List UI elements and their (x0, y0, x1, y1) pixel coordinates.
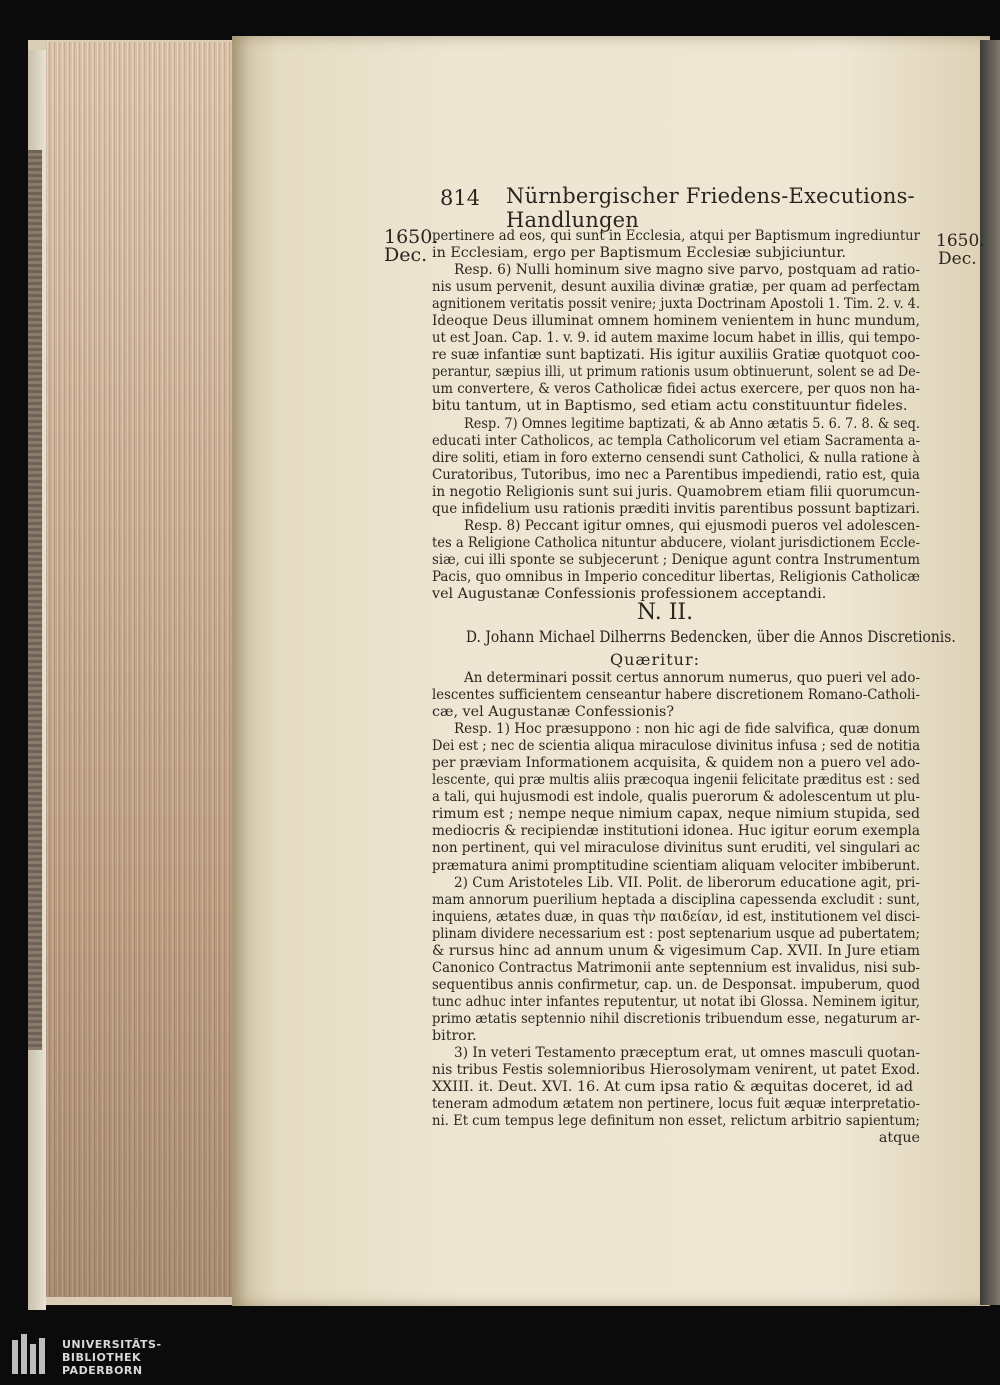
margin-month-left: Dec. (384, 244, 428, 266)
text-line: bitu tantum, ut in Baptismo, sed etiam actu constituuntur fideles. (432, 398, 908, 415)
library-name (62, 1338, 162, 1377)
text-line: dire soliti, etiam in foro externo censendi sunt Catholici, & nulla ratione à (432, 449, 920, 466)
text-line: mam annorum puerilium heptada a disciplina capessenda excludit : sunt, (432, 891, 920, 908)
catchword: atque (878, 1130, 920, 1147)
text-line: Canonico Contractus Matrimonii ante septennium est invalidus, nisi sub- (432, 959, 920, 976)
text-line: 3) In veteri Testamento præceptum erat, ut omnes masculi quotan- (454, 1045, 920, 1062)
text-line: in Ecclesiam, ergo per Baptismum Ecclesiæ subjiciuntur. (432, 245, 847, 262)
section-number: N. II. (636, 600, 694, 625)
margin-month-right: Dec. (938, 249, 977, 269)
text-line: vel Augustanæ Confessionis professionem acceptandi. (432, 585, 827, 602)
text-line: Pacis, quo omnibus in Imperio conceditur libertas, Religionis Catholicæ (432, 568, 920, 585)
margin-year-left: 1650. (384, 226, 439, 248)
section-subheading: D. Johann Michael Dilherrns Bedencken, über die Annos Discretionis. (465, 628, 956, 646)
library-name-line: BIBLIOTHEK (62, 1350, 142, 1364)
text-line: plinam dividere necessarium est : post septenarium usque ad pubertatem; (432, 925, 920, 942)
text-line: bitror. (432, 1027, 477, 1044)
text-line: que infidelium usu rationis præditi invitis parentibus possunt baptizari. (432, 500, 920, 517)
text-line: cæ, vel Augustanæ Confessionis? (432, 704, 675, 721)
text-line: nis usum pervenit, desunt auxilia divinæ gratiæ, per quam ad perfectam (432, 279, 920, 296)
running-title: Nürnbergischer Friedens-Executions-Handlungen (506, 184, 915, 232)
text-line: perantur, sæpius illi, ut primum rationis usum obtinuerunt, solent se ad De- (432, 364, 920, 381)
text-line: teneram admodum ætatem non pertinere, locus fuit æquæ interpretatio- (432, 1096, 920, 1113)
text-line: non pertinent, qui vel miraculose divinitus sunt eruditi, vel singulari ac (432, 840, 920, 857)
page-edges-shade (46, 42, 236, 1297)
text-line: primo ætatis septennio nihil discretionis tribuendum esse, negaturum ar- (432, 1010, 920, 1027)
text-line: tes a Religione Catholica nituntur abducere, violant jurisdictionem Eccle- (432, 534, 920, 551)
library-name-line: PADERBORN (62, 1363, 143, 1377)
text-line: re suæ infantiæ sunt baptizati. His igitur auxiliis Gratiæ quotquot coo- (432, 347, 920, 364)
text-line: XXIII. it. Deut. XVI. 16. At cum ipsa ratio & æquitas doceret, id ad (432, 1079, 914, 1096)
text-line: siæ, cui illi sponte se subjecerunt ; Denique agunt contra Instrumentum (432, 551, 920, 568)
text-line: Resp. 8) Peccant igitur omnes, qui ejusmodi pueros vel adolescen- (464, 517, 920, 534)
text-line: per præviam Informationem acquisita, & quidem non a puero vel ado- (432, 755, 920, 772)
body-text-bottom (432, 670, 920, 1147)
margin-year-right: 1650. (936, 231, 985, 251)
library-logo-icon (12, 1334, 52, 1380)
library-name-line: UNIVERSITÄTS- (62, 1337, 162, 1351)
text-line: ut est Joan. Cap. 1. v. 9. id autem maxime locum habet in illis, qui tempo- (432, 330, 920, 347)
text-line: Curatoribus, Tutoribus, imo nec a Parentibus impediendi, ratio est, quia (432, 466, 920, 483)
text-line: lescentes sufficientem censeantur habere discretionem Romano-Catholi- (432, 687, 920, 704)
text-line: in negotio Religionis sunt sui juris. Quamobrem etiam filii quorumcun- (432, 483, 920, 500)
text-line: An determinari possit certus annorum numerus, quo pueri vel ado- (464, 670, 920, 686)
text-line: ni. Et cum tempus lege definitum non esset, relictum arbitrio sapientum; (432, 1113, 920, 1130)
text-line: Resp. 6) Nulli hominum sive magno sive parvo, postquam ad ratio- (454, 262, 920, 279)
text-line: mediocris & recipiendæ institutioni idonea. Huc igitur eorum exempla (432, 823, 920, 840)
text-line: 2) Cum Aristoteles Lib. VII. Polit. de liberorum educatione agit, pri- (454, 874, 920, 891)
text-line: lescente, qui præ multis aliis præcoqua ingenii felicitate præditus est : sed (432, 772, 920, 789)
text-line: Ideoque Deus illuminat omnem hominem venientem in hunc mundum, (432, 313, 920, 330)
text-line: Dei est ; nec de scientia aliqua miraculose divinitus infusa ; sed de notitia (432, 738, 920, 755)
quaeritur-heading: Quæritur: (610, 650, 700, 669)
body-text-top (432, 228, 920, 603)
text-line: & rursus hinc ad annum unum & vigesimum Cap. XVII. In Jure etiam (432, 942, 920, 959)
text-line: pertinere ad eos, qui sunt in Ecclesia, atqui per Baptismum ingrediuntur (432, 228, 920, 244)
text-line: um convertere, & veros Catholicæ fidei actus exercere, per quos non ha- (432, 381, 920, 398)
text-line: educati inter Catholicos, ac templa Catholicorum vel etiam Sacramenta a- (432, 432, 920, 449)
text-line: inquiens, ætates duæ, in quas τὴν παιδείαν, id est, institutionem vel disci- (432, 908, 920, 925)
text-line: a tali, qui hujusmodi est indole, qualis puerorum & adolescentum ut plu- (432, 789, 920, 806)
text-line: tunc adhuc inter infantes reputentur, ut notat ibi Glossa. Neminem igitur, (432, 993, 920, 1010)
text-line: Resp. 7) Omnes legitime baptizati, & ab Anno ætatis 5. 6. 7. 8. & seq. (464, 415, 920, 432)
text-line: Resp. 1) Hoc præsuppono : non hic agi de fide salvifica, quæ donum (454, 721, 920, 738)
book-cover-edge (28, 150, 42, 1050)
page-number: 814 (440, 186, 481, 210)
text-line: agnitionem veritatis possit venire; juxta Doctrinam Apostoli 1. Tim. 2. v. 4. (432, 296, 920, 313)
text-line: præmatura animi promptitudine scientiam aliquam velociter imbiberunt. (432, 857, 920, 874)
text-line: rimum est ; nempe neque nimium capax, neque nimium stupida, sed (432, 806, 920, 823)
text-line: sequentibus annis confirmetur, cap. un. de Desponsat. impuberum, quod (432, 976, 920, 993)
library-logo (12, 1334, 162, 1380)
text-line: nis tribus Festis solemnioribus Hierosolymam venirent, ut patet Exod. (432, 1062, 920, 1079)
